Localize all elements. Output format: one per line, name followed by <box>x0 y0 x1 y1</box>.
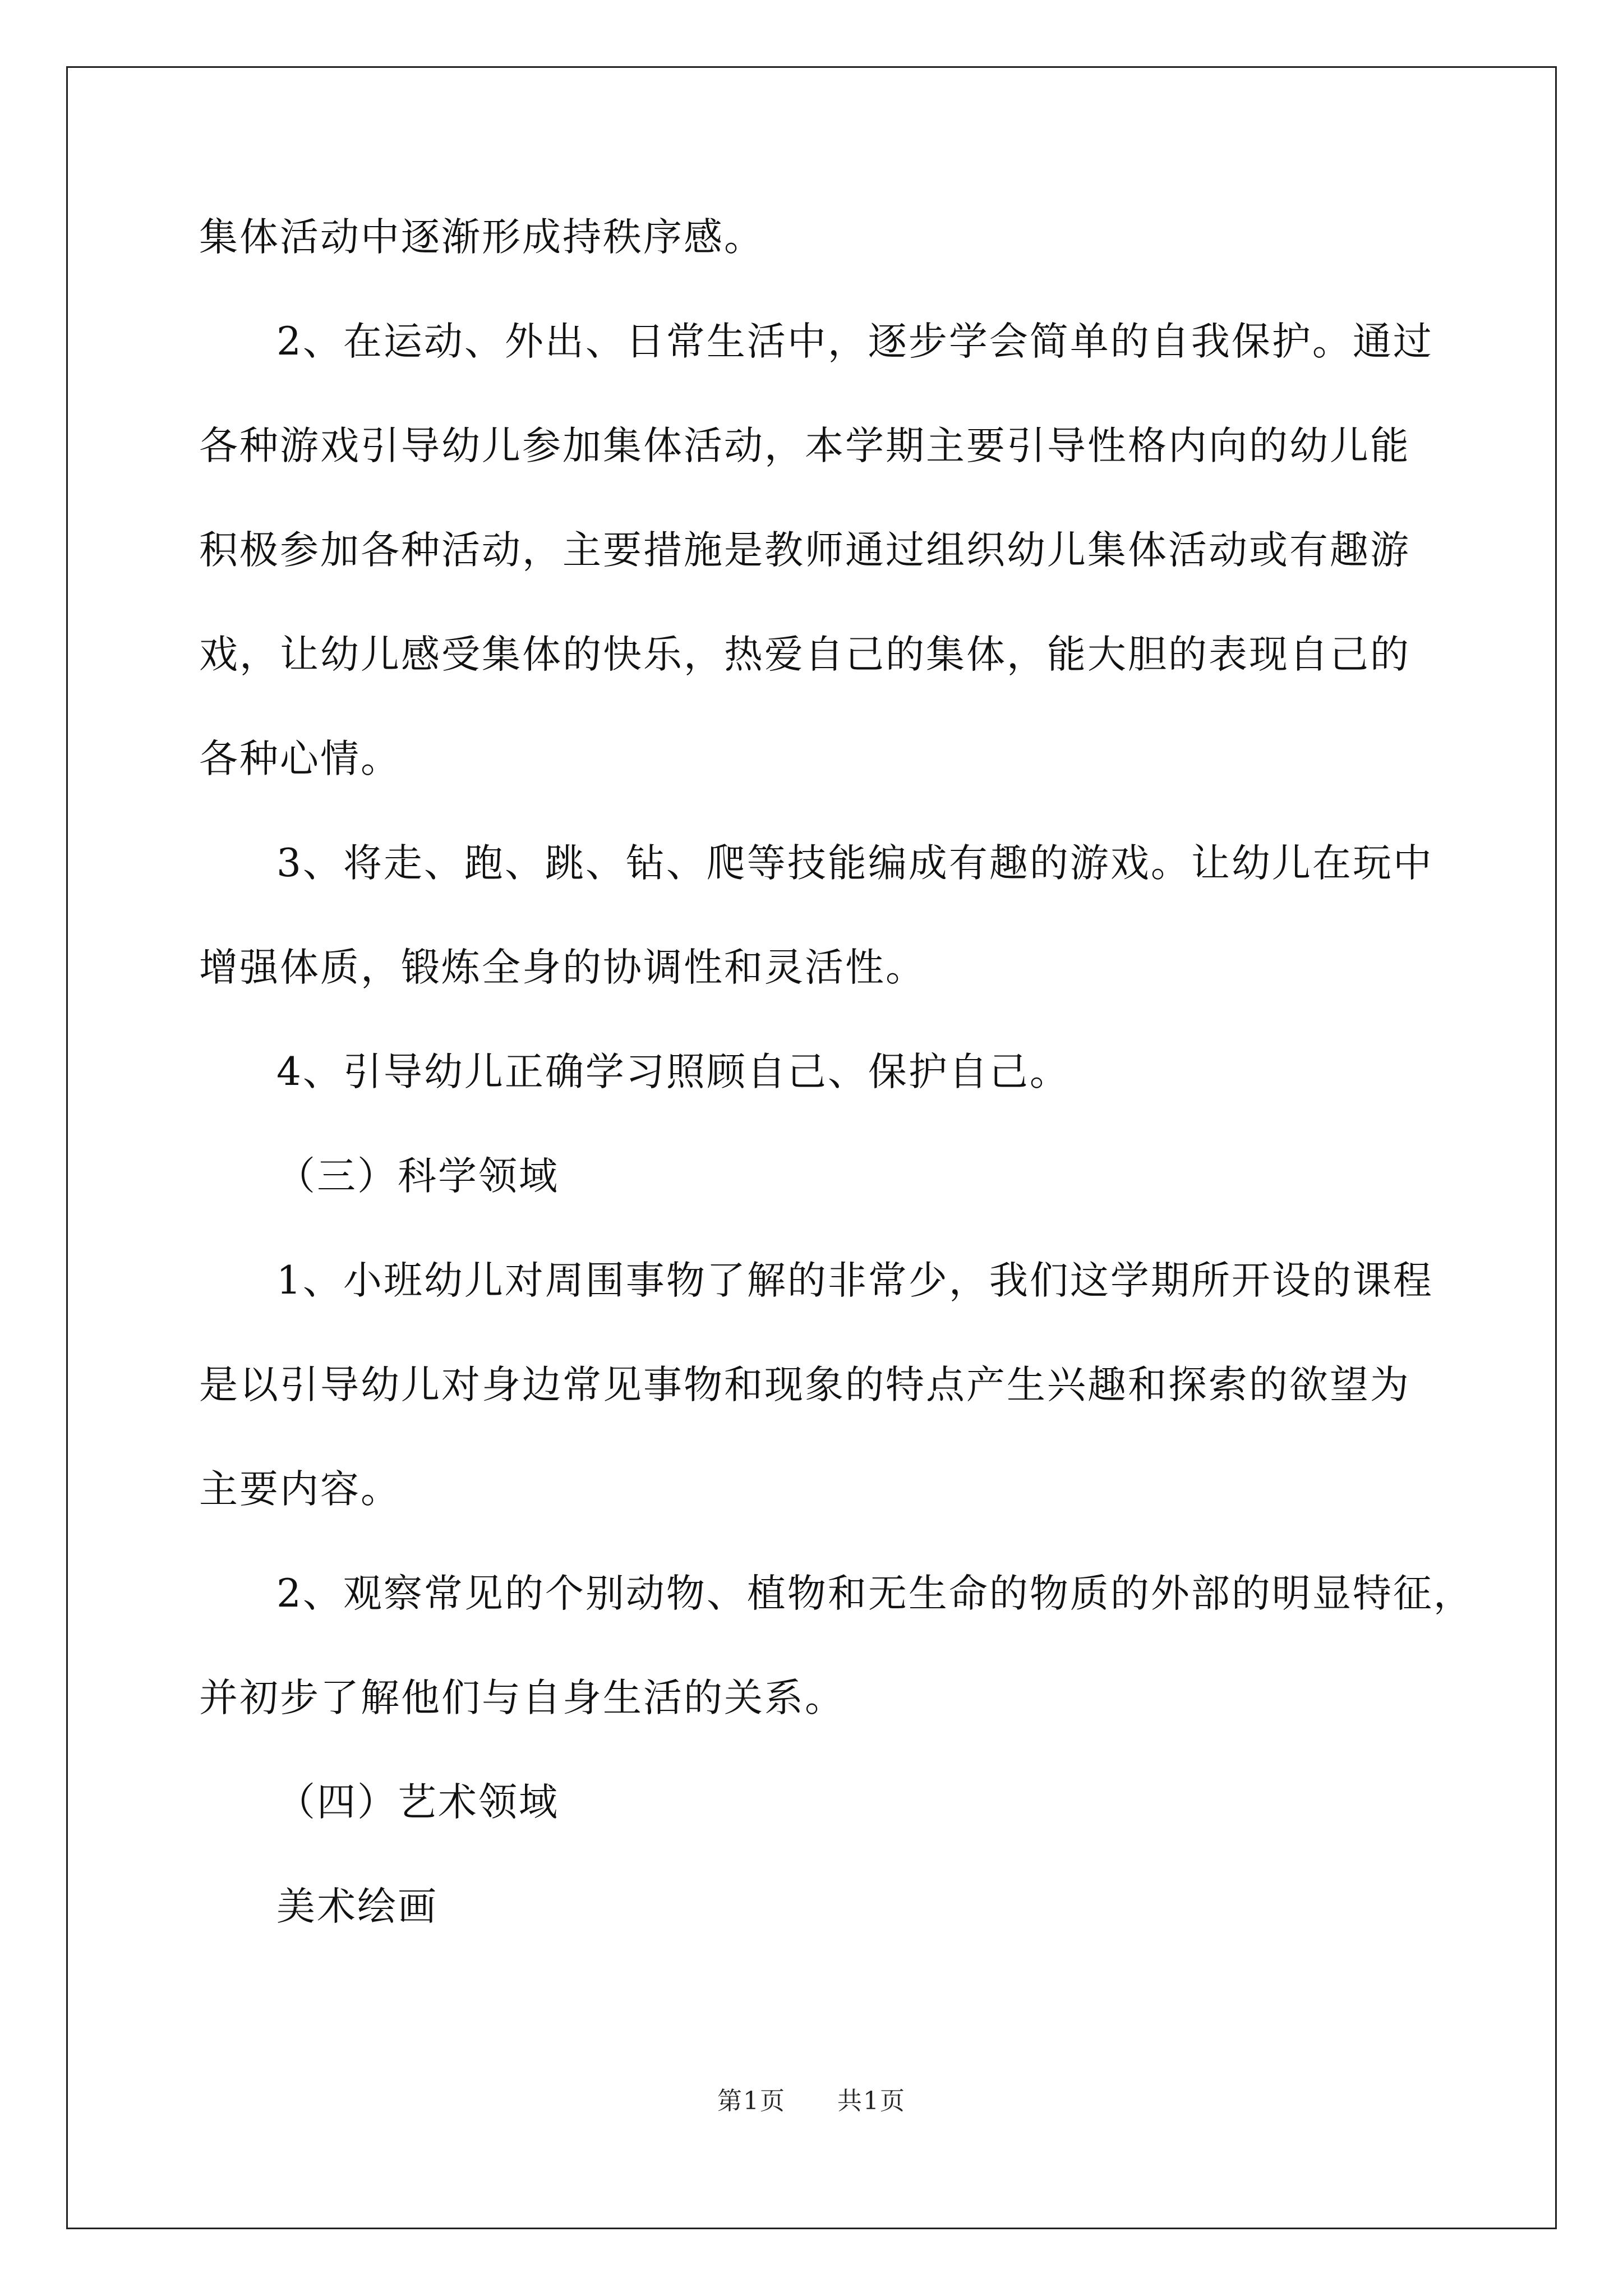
text-line: 3、将走、跑、跳、钻、爬等技能编成有趣的游戏。让幼儿在玩中 <box>276 841 1433 886</box>
heading-text: （三）科学领域 <box>276 1154 559 1199</box>
text-line: 并初步了解他们与自身生活的关系。 <box>199 1676 845 1720</box>
text-line: 增强体质，锻炼全身的协调性和灵活性。 <box>199 945 926 990</box>
page-footer <box>0 2085 1623 2118</box>
paragraph-observation <box>199 1542 1474 1750</box>
text-line: 主要内容。 <box>199 1467 401 1512</box>
text-line: 4、引导幼儿正确学习照顾自己、保护自己。 <box>276 1050 1070 1094</box>
page-number: 第1页 <box>717 2087 786 2115</box>
paragraph-self-protection <box>199 289 1433 811</box>
text-line: 2、观察常见的个别动物、植物和无生命的物质的外部的明显特征， <box>276 1571 1474 1616</box>
subheading-painting <box>199 1855 1433 1959</box>
text-line: 1、小班幼儿对周围事物了解的非常少，我们这学期所开设的课程 <box>276 1258 1433 1303</box>
paragraph-continuation <box>199 185 1433 289</box>
section-heading-science <box>199 1124 1433 1228</box>
text-line: 2、在运动、外出、日常生活中，逐步学会简单的自我保护。通过 <box>276 319 1433 364</box>
section-heading-art <box>199 1750 1433 1855</box>
text-line: 戏，让幼儿感受集体的快乐，热爱自己的集体，能大胆的表现自己的 <box>199 632 1410 677</box>
paragraph-self-care <box>199 1020 1433 1124</box>
heading-text: （四）艺术领域 <box>276 1780 559 1825</box>
heading-text: 美术绘画 <box>276 1884 438 1929</box>
text-line: 是以引导幼儿对身边常见事物和现象的特点产生兴趣和探索的欲望为 <box>199 1363 1410 1407</box>
paragraph-motor-skills <box>199 811 1433 1020</box>
text-line: 各种游戏引导幼儿参加集体活动，本学期主要引导性格内向的幼儿能 <box>199 424 1410 468</box>
page-total: 共1页 <box>837 2087 906 2115</box>
text-line: 集体活动中逐渐形成持秩序感。 <box>199 215 764 260</box>
text-line: 积极参加各种活动，主要措施是教师通过组织幼儿集体活动或有趣游 <box>199 528 1410 573</box>
paragraph-science-course <box>199 1228 1433 1542</box>
text-line: 各种心情。 <box>199 737 401 781</box>
